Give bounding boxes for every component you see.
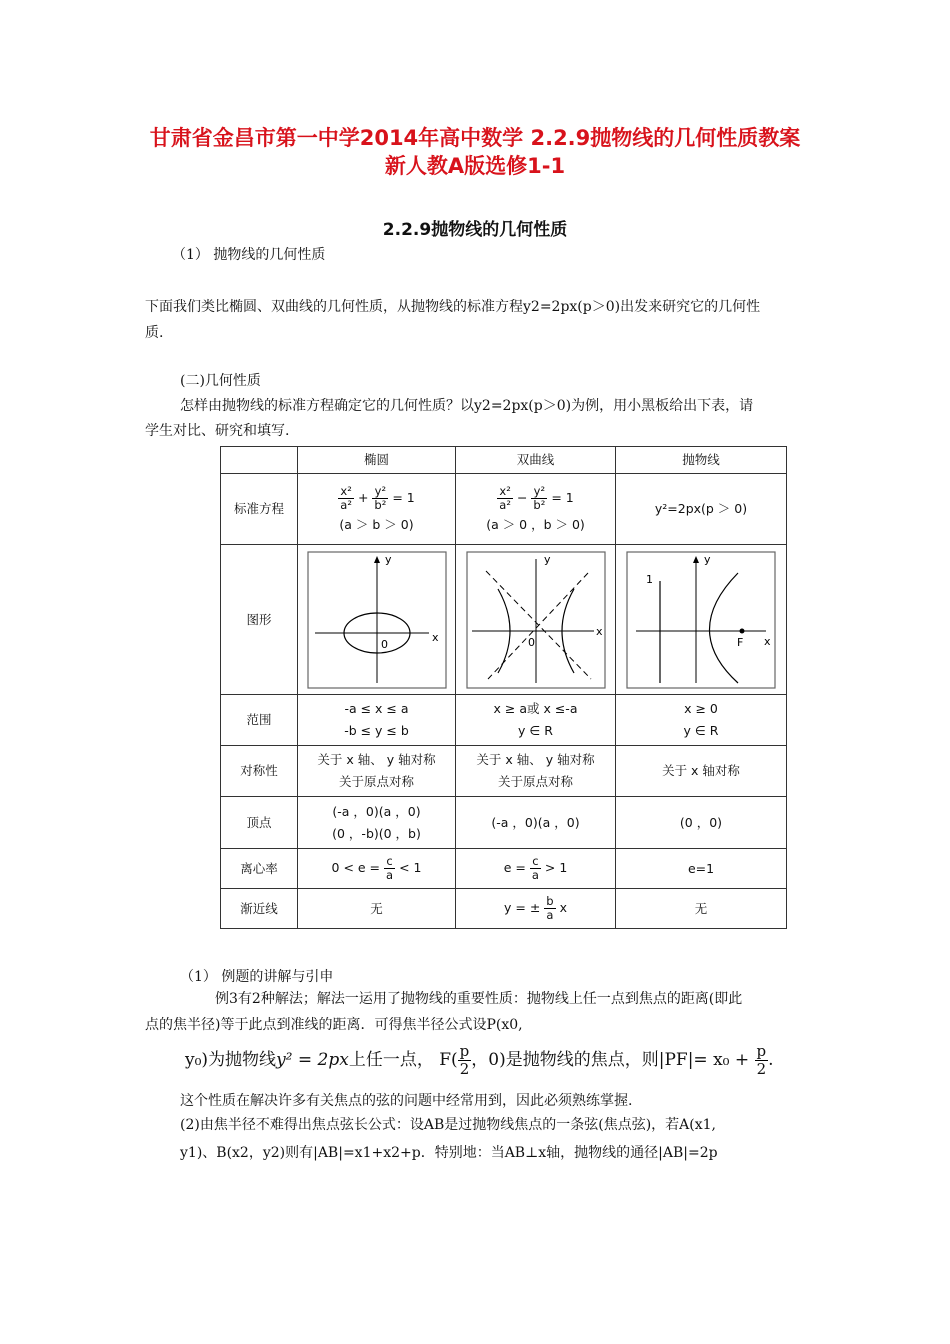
table-header-row	[221, 447, 787, 474]
part2-line-2: 学生对比、研究和填写.	[145, 423, 290, 439]
hyperbola-graph	[466, 551, 606, 689]
parabola-equation: y²=2px(p ＞ 0)	[616, 474, 787, 545]
table-row-range	[221, 695, 787, 746]
table-row-std-eq	[221, 474, 787, 545]
hyperbola-graph-cell	[456, 545, 616, 695]
example-line-4: (2)由焦半径不难得出焦点弦长公式：设AB是过抛物线焦点的一条弦(焦点弦)，若A(x1,	[180, 1117, 716, 1133]
ellipse-asymptote: 无	[298, 889, 456, 929]
ellipse-graph-cell	[298, 545, 456, 695]
example-line-3: 这个性质在解决许多有关焦点的弦的问题中经常用到，因此必须熟练掌握.	[180, 1093, 633, 1109]
row-label-asymptote: 渐近线	[221, 889, 298, 929]
header-hyperbola: 双曲线	[456, 447, 616, 474]
example-line-5: y1)、B(x2，y2)则有|AB|=x1+x2+p．特别地：当AB⊥x轴，抛物线的通径|AB|=2p	[180, 1145, 718, 1161]
hyperbola-eccentricity: e = $\frac{c}{a}$ > 1	[456, 849, 616, 889]
row-label-graph: 图形	[221, 545, 298, 695]
parabola-curve	[710, 573, 739, 683]
intro-line-2: 质.	[145, 325, 164, 341]
row-label-eccentricity: 离心率	[221, 849, 298, 889]
parabola-eccentricity: e=1	[616, 849, 787, 889]
parabola-x-label: x	[764, 634, 771, 648]
hyperbola-range: x ≥ a或 x ≤-a y ∈ R	[456, 695, 616, 746]
hyperbola-x-label: x	[595, 624, 603, 638]
example-line-2: 点的焦半径)等于此点到准线的距离．可得焦半径公式设P(x0,	[145, 1017, 523, 1033]
directrix-label: 1	[646, 572, 653, 586]
ellipse-y-label: y	[384, 552, 392, 566]
ellipse-range: -a ≤ x ≤ a -b ≤ y ≤ b	[298, 695, 456, 746]
ellipse-graph	[307, 551, 447, 689]
row-label-std-eq: 标准方程	[221, 474, 298, 545]
table-row-vertex	[221, 797, 787, 849]
ellipse-condition: (a ＞ b ＞ 0)	[339, 516, 414, 532]
parabola-range: x ≥ 0 y ∈ R	[616, 695, 787, 746]
ellipse-symmetry: 关于 x 轴、 y 轴对称 关于原点对称	[298, 746, 456, 797]
row-label-range: 范围	[221, 695, 298, 746]
table-row-eccentricity	[221, 849, 787, 889]
focus-label: F	[737, 635, 744, 649]
ellipse-x-label: x	[431, 630, 439, 644]
part2-heading: (二)几何性质	[180, 373, 261, 389]
hyperbola-condition: (a ＞ 0 ，b ＞ 0)	[486, 516, 585, 532]
hyperbola-vertex: (-a ，0)(a ，0)	[456, 797, 616, 849]
parabola-graph	[626, 551, 776, 689]
header-blank	[221, 447, 298, 474]
intro-line-1: 下面我们类比椭圆、双曲线的几何性质，从抛物线的标准方程y2=2px(p＞0)出发来研究它的几何性	[145, 299, 761, 315]
ellipse-eccentricity: 0 < e = $\frac{c}{a}$ < 1	[298, 849, 456, 889]
header-ellipse: 椭圆	[298, 447, 456, 474]
hyperbola-symmetry: 关于 x 轴、 y 轴对称 关于原点对称	[456, 746, 616, 797]
hyperbola-asymptote: y = ± $\frac{b}{a}$ x	[456, 889, 616, 929]
row-label-symmetry: 对称性	[221, 746, 298, 797]
document-title-line2: 新人教A版选修1-1	[384, 154, 566, 178]
parabola-vertex: (0 ，0)	[616, 797, 787, 849]
table-row-asymptote	[221, 889, 787, 929]
ellipse-vertex: (-a ，0)(a ，0) (0 ，-b)(0 ，b)	[298, 797, 456, 849]
section-heading: 2.2.9抛物线的几何性质	[382, 220, 568, 240]
example-heading: （1） 例题的讲解与引申	[180, 969, 334, 985]
hyperbola-y-label: y	[543, 552, 551, 566]
part2-line-1: 怎样由抛物线的标准方程确定它的几何性质？以y2=2px(p＞0)为例，用小黑板给出下表，请	[180, 398, 754, 414]
row-label-vertex: 顶点	[221, 797, 298, 849]
document-title-line1: 甘肃省金昌市第一中学2014年高中数学 2.2.9抛物线的几何性质教案	[149, 126, 801, 150]
parabola-symmetry: 关于 x 轴对称	[616, 746, 787, 797]
focus-point	[740, 628, 745, 633]
parabola-graph-cell	[616, 545, 787, 695]
hyperbola-equation: $\frac{\text{x²}}{\text{a²}}$ − $\frac{\text{y²}}{\text{b²}}$ = 1 (a ＞ 0 ，b ＞ 0)	[456, 474, 616, 545]
table-row-graph	[221, 545, 787, 695]
ellipse-equation: $\frac{\text{x²}}{\text{a²}}$ + $\frac{\text{y²}}{\text{b²}}$ = 1 (a ＞ b ＞ 0)	[298, 474, 456, 545]
focal-radius-formula: y₀)为抛物线y² = 2px上任一点， F( $\frac{p}{2}$ ，0)是抛物线的焦点，则|PF|= x₀ + $\frac{p}{2}$ .	[185, 1042, 774, 1078]
parabola-y-label: y	[704, 552, 711, 566]
example-line-1: 例3有2种解法；解法一运用了抛物线的重要性质：抛物线上任一点到焦点的距离(即此	[215, 991, 743, 1007]
hyperbola-origin-label: 0	[527, 635, 535, 649]
ellipse-origin-label: 0	[380, 637, 388, 651]
parabola-asymptote: 无	[616, 889, 787, 929]
header-parabola: 抛物线	[616, 447, 787, 474]
item1-heading: （1） 抛物线的几何性质	[172, 247, 326, 263]
comparison-table	[220, 446, 787, 929]
table-row-symmetry	[221, 746, 787, 797]
